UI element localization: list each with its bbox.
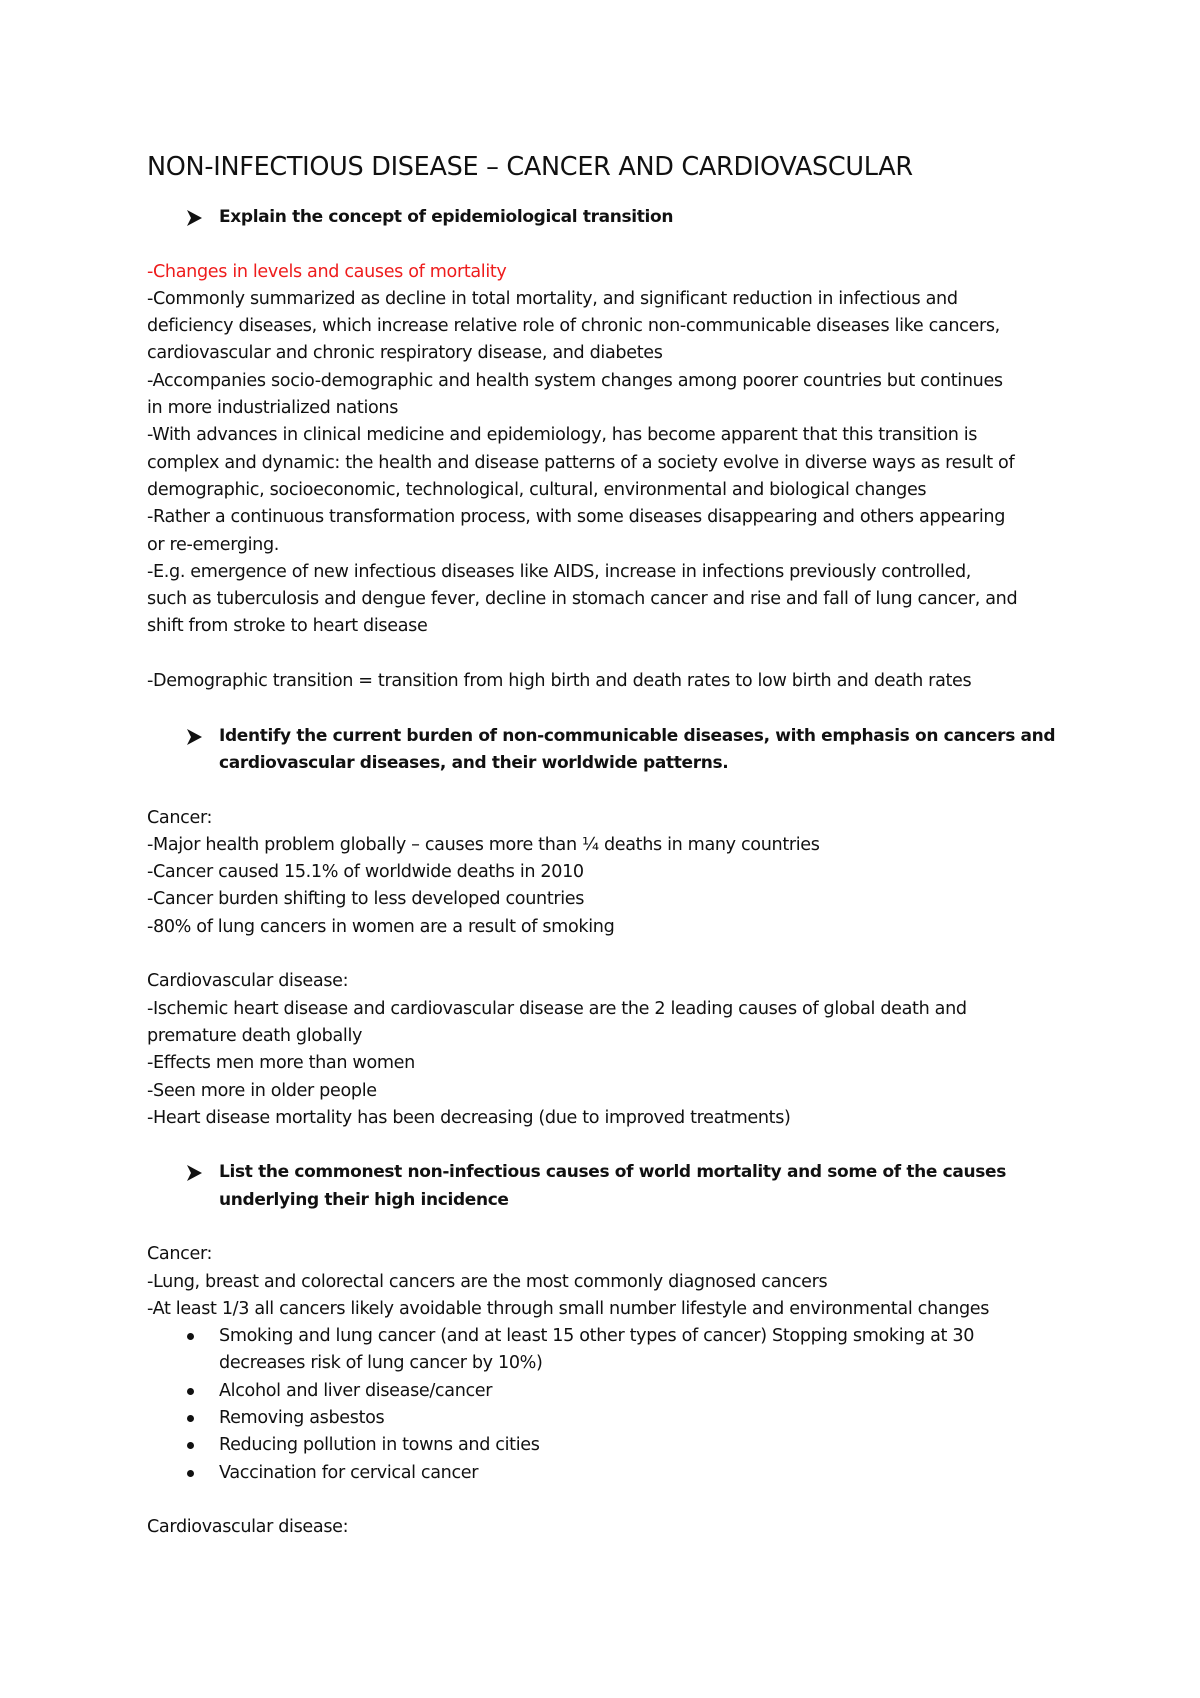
arrow-bullet-icon: [185, 209, 203, 227]
text-line: -Seen more in older people: [147, 1080, 377, 1101]
text-line: -Commonly summarized as decline in total mortality, and significant reduction in infectious and: [147, 288, 958, 309]
heading-line: List the commonest non-infectious causes of world mortality and some of the causes: [219, 1162, 1006, 1183]
spacer: [147, 231, 1077, 258]
text-line: -Rather a continuous transformation process, with some diseases disappearing and others appearing: [147, 507, 1006, 528]
bullet-dot-icon: [187, 1442, 194, 1449]
text-line: demographic, socioeconomic, technological, cultural, environmental and biological changes: [147, 479, 927, 500]
highlighted-line: -Changes in levels and causes of mortality: [147, 261, 507, 282]
text-line: -Accompanies socio-demographic and health system changes among poorer countries but continues: [147, 370, 1003, 391]
paragraph-epidemiological-transition: [147, 286, 1077, 641]
text-line: -Heart disease mortality has been decreasing (due to improved treatments): [147, 1107, 791, 1128]
list-item: [147, 1378, 1077, 1405]
spacer: [147, 1132, 1077, 1159]
bullet-list: [147, 1323, 1077, 1487]
heading-line: Identify the current burden of non-communicable diseases, with emphasis on cancers and: [219, 725, 1056, 746]
spacer: [147, 941, 1077, 968]
list-item-line: Reducing pollution in towns and cities: [219, 1435, 540, 1456]
spacer: [147, 1487, 1077, 1514]
cardiovascular-label: Cardiovascular disease:: [147, 971, 349, 992]
bullet-dot-icon: [187, 1415, 194, 1422]
heading-line: cardiovascular diseases, and their worldwide patterns.: [219, 752, 729, 773]
text-line: deficiency diseases, which increase relative role of chronic non-communicable diseases like cancers,: [147, 316, 1000, 337]
list-item-line: Vaccination for cervical cancer: [219, 1462, 479, 1483]
spacer: [147, 1214, 1077, 1241]
text-line: -80% of lung cancers in women are a result of smoking: [147, 916, 615, 937]
list-item: [147, 1460, 1077, 1487]
text-line: -Cancer caused 15.1% of worldwide deaths in 2010: [147, 862, 584, 883]
text-line: -Cancer burden shifting to less developed countries: [147, 889, 585, 910]
cardiovascular-label: Cardiovascular disease:: [147, 1517, 349, 1538]
cancer-label: Cancer:: [147, 1244, 213, 1265]
text-line: -With advances in clinical medicine and epidemiology, has become apparent that this transition is: [147, 425, 978, 446]
bullet-dot-icon: [187, 1388, 194, 1395]
section-heading-commonest-causes: [147, 1159, 1077, 1214]
list-item-line: Removing asbestos: [219, 1408, 385, 1429]
list-item: [147, 1323, 1077, 1378]
text-line: premature death globally: [147, 1025, 363, 1046]
page-title: NON-INFECTIOUS DISEASE – CANCER AND CARDIOVASCULAR: [147, 152, 913, 182]
bullet-dot-icon: [187, 1470, 194, 1477]
spacer: [147, 695, 1077, 722]
text-line: -At least 1/3 all cancers likely avoidable through small number lifestyle and environmental changes: [147, 1298, 990, 1319]
list-item-line: Smoking and lung cancer (and at least 15 other types of cancer) Stopping smoking at 30: [219, 1326, 975, 1347]
text-line: complex and dynamic: the health and disease patterns of a society evolve in diverse ways as result of: [147, 452, 1015, 473]
list-item-line: decreases risk of lung cancer by 10%): [219, 1353, 543, 1374]
cancer-label: Cancer:: [147, 807, 213, 828]
text-line: -Major health problem globally – causes more than ¼ deaths in many countries: [147, 834, 820, 855]
text-line: in more industrialized nations: [147, 398, 399, 419]
text-line: such as tuberculosis and dengue fever, decline in stomach cancer and rise and fall of lung cancer, and: [147, 589, 1018, 610]
heading-line: Explain the concept of epidemiological transition: [219, 207, 674, 227]
list-item: [147, 1405, 1077, 1432]
text-line: cardiovascular and chronic respiratory disease, and diabetes: [147, 343, 663, 364]
text-line: -E.g. emergence of new infectious diseases like AIDS, increase in infections previously controlled,: [147, 561, 971, 582]
demographic-transition-line: -Demographic transition = transition from high birth and death rates to low birth and death rates: [147, 671, 972, 692]
text-line: -Lung, breast and colorectal cancers are the most commonly diagnosed cancers: [147, 1271, 828, 1292]
spacer: [147, 641, 1077, 668]
heading-line: underlying their high incidence: [219, 1189, 509, 1210]
arrow-bullet-icon: [185, 1164, 203, 1182]
text-line: -Effects men more than women: [147, 1053, 415, 1074]
text-line: -Ischemic heart disease and cardiovascular disease are the 2 leading causes of global death and: [147, 998, 967, 1019]
spacer: [147, 777, 1077, 804]
text-line: or re-emerging.: [147, 534, 280, 555]
section-heading-epidemiological-transition: [147, 204, 1077, 231]
document-page: [147, 150, 1077, 1542]
bullet-dot-icon: [187, 1333, 194, 1340]
arrow-bullet-icon: [185, 728, 203, 746]
section-heading-ncd-burden: [147, 723, 1077, 778]
list-item-line: Alcohol and liver disease/cancer: [219, 1380, 493, 1401]
text-line: shift from stroke to heart disease: [147, 616, 428, 637]
list-item: [147, 1432, 1077, 1459]
